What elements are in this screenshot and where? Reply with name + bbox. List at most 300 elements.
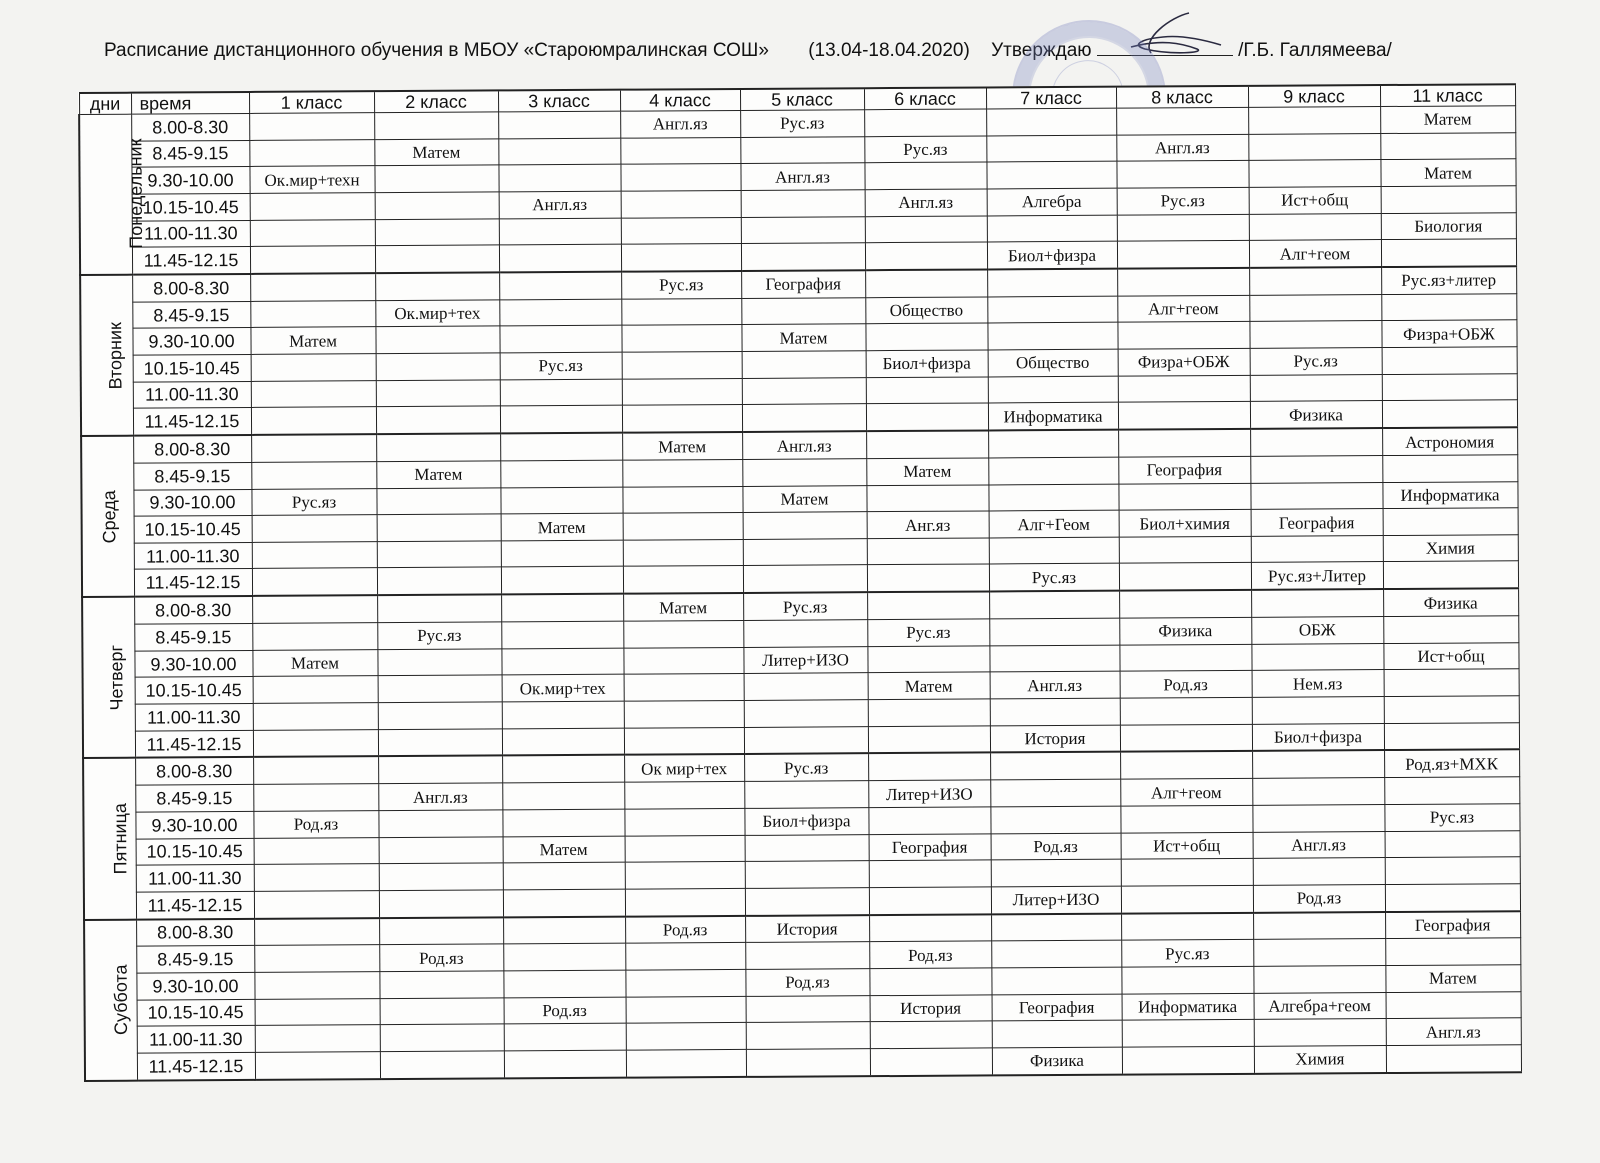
lesson-cell-c1 (252, 623, 377, 650)
lesson-cell-c11 (1383, 561, 1518, 589)
lesson-cell-c8 (1118, 402, 1250, 430)
lesson-cell-c8 (1116, 107, 1248, 134)
lesson-cell-c3 (499, 244, 621, 272)
lesson-cell-c7 (986, 108, 1116, 135)
lesson-cell-c6 (865, 323, 987, 350)
lesson-cell-c9 (1249, 267, 1381, 295)
lesson-cell-c3 (500, 460, 622, 487)
lesson-cell-c6 (866, 485, 988, 512)
lesson-cell-c3: Матем (503, 836, 625, 863)
time-cell: 9.30-10.00 (136, 972, 254, 999)
lesson-cell-c8: Рус.яз (1117, 187, 1249, 214)
lesson-cell-c3 (503, 944, 625, 971)
lesson-cell-c8 (1121, 966, 1253, 993)
lesson-cell-c7 (991, 967, 1121, 994)
lesson-cell-c6 (866, 431, 988, 459)
lesson-cell-c4 (625, 862, 745, 889)
lesson-cell-c7 (988, 430, 1118, 458)
lesson-cell-c6 (869, 968, 991, 995)
lesson-cell-c8 (1120, 751, 1252, 779)
lesson-cell-c6 (868, 807, 990, 834)
lesson-cell-c2 (378, 729, 502, 757)
lesson-cell-c4 (621, 244, 741, 272)
col-header-class-4: 4 класс (620, 89, 740, 111)
lesson-cell-c9 (1253, 939, 1385, 966)
lesson-cell-c2: Рус.яз (377, 622, 501, 649)
lesson-cell-c3 (501, 648, 623, 675)
lesson-cell-c4 (621, 217, 741, 244)
lesson-cell-c11: Ист+общ (1383, 642, 1518, 669)
time-cell: 8.45-9.15 (133, 462, 251, 489)
lesson-cell-c2 (378, 702, 502, 729)
lesson-cell-c9 (1251, 643, 1383, 670)
lesson-cell-c6 (865, 269, 987, 297)
schedule-body (79, 106, 1521, 1081)
lesson-cell-c2 (377, 649, 501, 676)
lesson-cell-c1 (250, 219, 375, 246)
lesson-cell-c7 (989, 618, 1119, 645)
lesson-cell-c5: Англ.яз (742, 431, 866, 459)
lesson-cell-c9: Рус.яз (1250, 348, 1382, 375)
lesson-cell-c4 (624, 727, 744, 755)
lesson-cell-c11: География (1385, 911, 1520, 939)
lesson-cell-c5 (741, 243, 865, 271)
time-cell: 8.45-9.15 (131, 140, 249, 167)
time-cell: 8.00-8.30 (135, 757, 253, 785)
lesson-cell-c2: Род.яз (379, 944, 503, 971)
lesson-cell-c3 (498, 138, 620, 165)
lesson-cell-c2 (375, 218, 499, 245)
lesson-cell-c6 (867, 646, 989, 673)
lesson-cell-c1 (252, 541, 377, 568)
time-cell: 9.30-10.00 (131, 167, 249, 194)
time-cell: 11.00-11.30 (134, 542, 252, 569)
lesson-cell-c4 (625, 969, 745, 996)
lesson-cell-c1 (254, 972, 379, 999)
lesson-cell-c6 (864, 109, 986, 136)
lesson-cell-c9: Биол+физра (1252, 723, 1384, 751)
lesson-cell-c6 (865, 242, 987, 270)
lesson-cell-c4 (622, 486, 742, 513)
lesson-cell-c2 (376, 487, 500, 514)
lesson-cell-c6 (868, 753, 990, 781)
lesson-cell-c11 (1386, 1045, 1521, 1073)
lesson-cell-c8 (1121, 912, 1253, 940)
lesson-cell-c2 (375, 245, 499, 273)
lesson-cell-c8 (1117, 322, 1249, 349)
lesson-cell-c7 (990, 806, 1120, 833)
lesson-cell-c8 (1122, 1046, 1254, 1074)
lesson-cell-c9: Алг+геом (1249, 240, 1381, 268)
lesson-cell-c5 (743, 539, 867, 566)
lesson-cell-c1 (253, 757, 378, 785)
lesson-cell-c11 (1380, 132, 1515, 159)
lesson-cell-c5 (744, 673, 868, 700)
lesson-cell-c11 (1383, 508, 1518, 535)
col-header-class-11: 11 класс (1380, 84, 1515, 106)
lesson-cell-c2 (380, 1024, 504, 1051)
lesson-cell-c9 (1250, 428, 1382, 456)
lesson-cell-c2 (378, 756, 502, 784)
lesson-cell-c8 (1119, 563, 1251, 591)
lesson-cell-c5: Рус.яз (744, 754, 868, 782)
lesson-cell-c7 (986, 135, 1116, 162)
time-cell: 9.30-10.00 (134, 650, 252, 677)
lesson-cell-c4 (625, 835, 745, 862)
lesson-cell-c11 (1385, 830, 1520, 857)
lesson-cell-c1 (254, 918, 379, 946)
lesson-cell-c2: Матем (374, 139, 498, 166)
lesson-cell-c6: География (869, 833, 991, 860)
lesson-cell-c11: Рус.яз+литер (1381, 266, 1516, 294)
lesson-cell-c6 (868, 726, 990, 754)
lesson-cell-c9 (1252, 804, 1384, 831)
lesson-cell-c5 (742, 351, 866, 378)
lesson-cell-c5 (743, 512, 867, 539)
lesson-cell-c4 (623, 539, 743, 566)
lesson-cell-c3 (500, 433, 622, 461)
lesson-cell-c5 (746, 1022, 870, 1049)
lesson-cell-c4 (620, 137, 740, 164)
approve-label: Утверждаю (991, 40, 1092, 61)
col-header-class-2: 2 класс (374, 90, 498, 112)
lesson-cell-c7: Англ.яз (990, 671, 1120, 698)
time-cell: 9.30-10.00 (132, 328, 250, 355)
lesson-cell-c9: Алгебра+геом (1254, 992, 1386, 1019)
lesson-cell-c3 (501, 621, 623, 648)
lesson-cell-c4 (621, 325, 741, 352)
lesson-cell-c6 (869, 860, 991, 887)
lesson-cell-c2 (378, 675, 502, 702)
lesson-cell-c1 (251, 380, 376, 407)
lesson-cell-c1 (251, 462, 376, 489)
lesson-cell-c1 (253, 784, 378, 811)
col-header-class-5: 5 класс (740, 88, 864, 110)
lesson-cell-c2 (379, 836, 503, 863)
lesson-cell-c5 (746, 995, 870, 1022)
lesson-cell-c1 (251, 407, 376, 435)
lesson-cell-c2 (374, 165, 498, 192)
time-cell: 8.00-8.30 (133, 435, 251, 463)
time-cell: 11.00-11.30 (137, 1026, 255, 1053)
lesson-cell-c1 (255, 1025, 380, 1052)
lesson-cell-c5 (741, 190, 865, 217)
lesson-cell-c11 (1386, 991, 1521, 1018)
lesson-cell-c7 (989, 645, 1119, 672)
page-title (104, 40, 1392, 62)
lesson-cell-c5 (744, 700, 868, 727)
lesson-cell-c7: Литер+ИЗО (991, 886, 1121, 914)
lesson-cell-c7 (991, 913, 1121, 941)
lesson-cell-c2 (376, 380, 500, 407)
lesson-cell-c7: Биол+физра (987, 241, 1117, 269)
col-header-class-6: 6 класс (864, 87, 986, 109)
lesson-cell-c6 (864, 162, 986, 189)
lesson-cell-c9 (1248, 133, 1380, 160)
lesson-cell-c3 (502, 809, 624, 836)
lesson-cell-c7 (986, 161, 1116, 188)
lesson-cell-c6: Общество (865, 297, 987, 324)
lesson-cell-c1 (252, 595, 377, 623)
lesson-cell-c2 (379, 890, 503, 918)
lesson-cell-c7: Информатика (988, 402, 1118, 430)
lesson-cell-c6 (870, 1021, 992, 1048)
lesson-cell-c5: Рус.яз (740, 110, 864, 137)
lesson-cell-c7: Физика (992, 1047, 1122, 1075)
lesson-cell-c1 (254, 837, 379, 864)
lesson-cell-c8: Информатика (1122, 993, 1254, 1020)
lesson-cell-c11: Матем (1380, 159, 1515, 186)
lesson-cell-c2 (376, 434, 500, 462)
lesson-cell-c11: Химия (1383, 535, 1518, 562)
lesson-cell-c9 (1252, 750, 1384, 778)
lesson-cell-c6 (867, 592, 989, 620)
lesson-cell-c8 (1117, 268, 1249, 296)
lesson-cell-c6 (868, 699, 990, 726)
lesson-cell-c4: Матем (622, 432, 742, 460)
lesson-cell-c7 (988, 376, 1118, 403)
lesson-cell-c4 (623, 513, 743, 540)
lesson-cell-c11: Род.яз+МХК (1384, 750, 1519, 778)
lesson-cell-c5 (743, 620, 867, 647)
day-label-cell (84, 919, 137, 1081)
lesson-cell-c3 (500, 487, 622, 514)
lesson-cell-c1 (250, 273, 375, 301)
lesson-cell-c11: Физика (1383, 588, 1518, 616)
lesson-cell-c11 (1381, 186, 1516, 213)
lesson-cell-c5 (743, 565, 867, 593)
lesson-cell-c9: Физика (1250, 401, 1382, 429)
lesson-cell-c2: Матем (376, 461, 500, 488)
lesson-cell-c6: Рус.яз (867, 619, 989, 646)
lesson-cell-c1: Род.яз (253, 811, 378, 838)
lesson-cell-c8 (1117, 214, 1249, 241)
lesson-cell-c2: Ок.мир+тех (375, 300, 499, 327)
time-cell: 10.15-10.45 (136, 838, 254, 865)
time-cell: 11.45-12.15 (137, 1052, 255, 1080)
col-header-class-8: 8 класс (1116, 86, 1248, 108)
date-range: (13.04-18.04.2020) (808, 40, 970, 61)
lesson-cell-c1 (253, 676, 378, 703)
day-name: Понедельник (125, 138, 147, 250)
lesson-cell-c9: Нем.яз (1252, 670, 1384, 697)
lesson-cell-c2 (375, 326, 499, 353)
lesson-cell-c3 (502, 701, 624, 728)
lesson-cell-c6: Литер+ИЗО (868, 780, 990, 807)
lesson-cell-c6 (869, 887, 991, 915)
lesson-cell-c4: Род.яз (625, 916, 745, 944)
lesson-cell-c7 (987, 323, 1117, 350)
lesson-cell-c5 (746, 1049, 870, 1077)
lesson-cell-c5 (744, 781, 868, 808)
lesson-cell-c4 (623, 566, 743, 594)
lesson-cell-c8 (1120, 724, 1252, 752)
time-cell: 8.45-9.15 (134, 624, 252, 651)
signature-line (1097, 43, 1233, 56)
lesson-cell-c2 (376, 406, 500, 434)
lesson-cell-c8: Рус.яз (1121, 940, 1253, 967)
lesson-cell-c3: Англ.яз (499, 191, 621, 218)
col-header-class-3: 3 класс (498, 90, 620, 112)
lesson-cell-c1 (251, 354, 376, 381)
lesson-cell-c7 (991, 859, 1121, 886)
lesson-cell-c11 (1384, 669, 1519, 696)
lesson-cell-c11: Астрономия (1382, 427, 1517, 455)
lesson-cell-c4 (621, 190, 741, 217)
lesson-cell-c5: Англ.яз (740, 163, 864, 190)
lesson-cell-c7 (990, 698, 1120, 725)
title-text: Расписание дистанционного обучения в МБОУ «Староюмралинская СОШ» (104, 40, 769, 61)
lesson-cell-c8: Алг+геом (1117, 295, 1249, 322)
lesson-cell-c8: Род.яз (1120, 671, 1252, 698)
lesson-cell-c11 (1382, 400, 1517, 428)
time-cell: 10.15-10.45 (135, 677, 253, 704)
lesson-cell-c1 (253, 729, 378, 757)
lesson-cell-c8 (1118, 483, 1250, 510)
lesson-cell-c3 (499, 272, 621, 300)
lesson-cell-c2 (379, 863, 503, 890)
lesson-cell-c4 (625, 943, 745, 970)
lesson-cell-c11: Информатика (1382, 481, 1517, 508)
lesson-cell-c9 (1253, 858, 1385, 885)
time-cell: 10.15-10.45 (132, 193, 250, 220)
lesson-cell-c6 (870, 1048, 992, 1076)
lesson-cell-c7 (987, 215, 1117, 242)
day-label-cell (82, 597, 135, 758)
time-cell: 9.30-10.00 (135, 811, 253, 838)
lesson-cell-c1 (255, 1052, 380, 1080)
lesson-cell-c3 (503, 970, 625, 997)
lesson-cell-c1: Матем (252, 649, 377, 676)
lesson-cell-c2 (379, 971, 503, 998)
lesson-cell-c11 (1382, 373, 1517, 400)
col-header-time: время (131, 92, 249, 114)
lesson-cell-c11 (1381, 293, 1516, 320)
lesson-cell-c6: Анг.яз (867, 511, 989, 538)
lesson-cell-c5 (745, 861, 869, 888)
lesson-cell-c1 (254, 945, 379, 972)
lesson-cell-c4: Матем (623, 593, 743, 621)
lesson-cell-c6: Англ.яз (865, 189, 987, 216)
lesson-cell-c9: Ист+общ (1249, 186, 1381, 213)
lesson-cell-c8 (1121, 885, 1253, 913)
lesson-cell-c9: Англ.яз (1253, 831, 1385, 858)
lesson-cell-c11 (1382, 347, 1517, 374)
lesson-cell-c1 (254, 864, 379, 891)
lesson-cell-c5 (740, 136, 864, 163)
day-label-cell (81, 436, 134, 597)
time-cell: 11.00-11.30 (133, 381, 251, 408)
lesson-cell-c8 (1118, 375, 1250, 402)
lesson-cell-c8: Алг+геом (1120, 779, 1252, 806)
time-cell: 8.00-8.30 (131, 113, 249, 140)
lesson-cell-c8 (1118, 429, 1250, 457)
lesson-cell-c6: Род.яз (869, 941, 991, 968)
lesson-cell-c1 (249, 139, 374, 166)
lesson-cell-c2 (380, 1051, 504, 1079)
lesson-cell-c8 (1116, 161, 1248, 188)
lesson-cell-c3 (503, 889, 625, 917)
lesson-cell-c2 (376, 353, 500, 380)
lesson-cell-c7: Рус.яз (989, 564, 1119, 592)
signature-mark (1111, 9, 1231, 59)
lesson-cell-c8: Физра+ОБЖ (1118, 348, 1250, 375)
lesson-cell-c6 (865, 215, 987, 242)
lesson-cell-c3 (502, 728, 624, 756)
lesson-cell-c3 (499, 218, 621, 245)
lesson-cell-c2 (379, 917, 503, 945)
lesson-cell-c8 (1119, 536, 1251, 563)
lesson-cell-c1: Матем (250, 327, 375, 354)
lesson-cell-c5: Матем (741, 324, 865, 351)
lesson-cell-c4: Англ.яз (620, 110, 740, 137)
lesson-cell-c3 (503, 916, 625, 944)
lesson-cell-c9 (1249, 321, 1381, 348)
lesson-cell-c6 (866, 403, 988, 431)
lesson-cell-c11 (1384, 696, 1519, 723)
lesson-cell-c4 (621, 298, 741, 325)
lesson-cell-c5 (745, 834, 869, 861)
lesson-cell-c7 (987, 269, 1117, 297)
lesson-cell-c3: Матем (501, 513, 623, 540)
lesson-cell-c3 (503, 862, 625, 889)
lesson-cell-c8 (1119, 644, 1251, 671)
lesson-cell-c9 (1251, 535, 1383, 562)
lesson-cell-c3 (501, 594, 623, 622)
lesson-cell-c11 (1383, 616, 1518, 643)
lesson-cell-c9: Химия (1254, 1045, 1386, 1073)
time-cell: 11.45-12.15 (132, 247, 250, 275)
lesson-cell-c9 (1249, 294, 1381, 321)
lesson-cell-c3: Ок.мир+тех (502, 675, 624, 702)
day-label-cell (83, 758, 136, 919)
lesson-cell-c2 (375, 192, 499, 219)
lesson-cell-c8: География (1118, 456, 1250, 483)
lesson-cell-c8: Англ.яз (1116, 134, 1248, 161)
lesson-cell-c5 (744, 726, 868, 754)
lesson-cell-c3 (499, 326, 621, 353)
lesson-cell-c8 (1120, 697, 1252, 724)
lesson-cell-c1 (253, 703, 378, 730)
lesson-cell-c2 (374, 112, 498, 139)
time-cell: 8.45-9.15 (135, 785, 253, 812)
lesson-cell-c1 (254, 890, 379, 918)
lesson-cell-c9 (1252, 697, 1384, 724)
lesson-cell-c11 (1382, 455, 1517, 482)
lesson-cell-c3 (501, 540, 623, 567)
time-cell: 11.45-12.15 (135, 730, 253, 758)
lesson-cell-c8 (1119, 590, 1251, 618)
lesson-cell-c1: Рус.яз (251, 488, 376, 515)
lesson-cell-c1 (249, 113, 374, 140)
lesson-cell-c2 (375, 272, 499, 300)
lesson-cell-c6: Рус.яз (864, 136, 986, 163)
lesson-cell-c4 (622, 351, 742, 378)
lesson-cell-c11 (1385, 938, 1520, 965)
lesson-cell-c8: Ист+общ (1121, 832, 1253, 859)
lesson-cell-c7 (990, 752, 1120, 780)
lesson-cell-c9: Рус.яз+Литер (1251, 562, 1383, 590)
time-cell: 8.45-9.15 (132, 301, 250, 328)
lesson-cell-c3 (499, 299, 621, 326)
lesson-cell-c5: Литер+ИЗО (743, 646, 867, 673)
lesson-cell-c8: Биол+химия (1119, 510, 1251, 537)
lesson-cell-c4 (623, 621, 743, 648)
lesson-cell-c6: История (870, 995, 992, 1022)
lesson-cell-c7 (988, 457, 1118, 484)
lesson-cell-c1: Ок.мир+техн (249, 166, 374, 193)
lesson-cell-c9: Род.яз (1253, 884, 1385, 912)
